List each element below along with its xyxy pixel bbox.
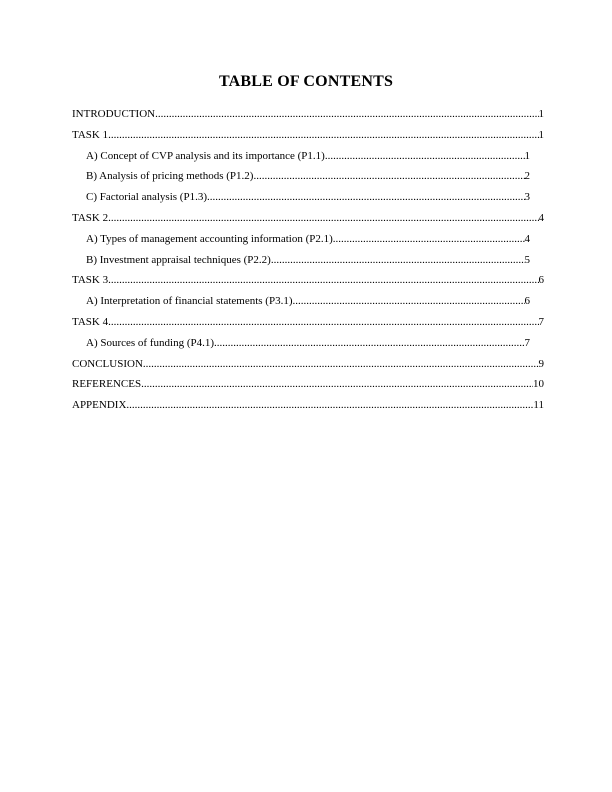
toc-entry-label: C) Factorial analysis (P1.3): [86, 191, 207, 204]
toc-entry-label: A) Types of management accounting information (P2.1): [86, 232, 333, 245]
toc-entry-label: APPENDIX: [72, 399, 127, 412]
toc-entry-label: B) Analysis of pricing methods (P1.2): [86, 170, 254, 183]
toc-entry-management-accounting[interactable]: [72, 229, 544, 250]
toc-entry-page: 5: [524, 253, 530, 266]
toc-entry-conclusion[interactable]: [72, 354, 544, 375]
toc-dot-leader: [214, 333, 524, 354]
toc-entry-page: 10: [533, 378, 544, 391]
toc-entry-task-4[interactable]: [72, 312, 544, 333]
toc-dot-leader: [207, 187, 525, 208]
toc-entry-page: 7: [538, 315, 544, 328]
toc-entry-financial-statements[interactable]: [72, 291, 544, 312]
toc-dot-leader: [271, 250, 525, 271]
toc-entry-factorial-analysis[interactable]: [72, 187, 544, 208]
toc-entry-references[interactable]: [72, 374, 544, 395]
toc-dot-leader: [333, 229, 525, 250]
toc-entry-page: 4: [524, 232, 530, 245]
toc-entry-page: 1: [538, 128, 544, 141]
toc-dot-leader: [253, 166, 524, 187]
toc-dot-leader: [141, 374, 533, 395]
toc-entry-appendix[interactable]: [72, 395, 544, 416]
toc-title: TABLE OF CONTENTS: [218, 73, 394, 90]
toc-entry-label: INTRODUCTION: [72, 108, 156, 120]
toc-entry-label: B) Investment appraisal techniques (P2.2): [86, 253, 271, 266]
toc-entry-label: TASK 4: [72, 315, 109, 328]
toc-entry-page: 6: [524, 295, 530, 308]
toc-dot-leader: [108, 270, 538, 291]
toc-entry-label: A) Concept of CVP analysis and its importance (P1.1): [86, 149, 325, 162]
toc-entry-investment-appraisal[interactable]: [72, 250, 544, 271]
toc-entry-task-1[interactable]: [72, 125, 544, 146]
toc-entry-cvp-analysis[interactable]: [72, 146, 544, 167]
toc-dot-leader: [293, 291, 525, 312]
toc-entry-page: 7: [524, 336, 530, 349]
toc-entry-page: 1: [524, 149, 530, 162]
toc-dot-leader: [108, 125, 538, 146]
toc-entry-label: TASK 1: [72, 128, 109, 141]
toc-entry-task-3[interactable]: [72, 270, 544, 291]
toc-entry-task-2[interactable]: [72, 208, 544, 229]
toc-entry-page: 2: [524, 170, 530, 183]
toc-dot-leader: [325, 146, 525, 167]
toc-dot-leader: [108, 208, 538, 229]
toc-entry-page: 4: [538, 211, 544, 224]
toc-dot-leader: [143, 354, 539, 375]
toc-entry-label: REFERENCES: [72, 378, 142, 391]
toc-entry-label: A) Sources of funding (P4.1): [86, 336, 215, 349]
toc-list: [72, 104, 544, 416]
toc-dot-leader: [155, 104, 538, 125]
toc-entry-label: A) Interpretation of financial statements (P3.1): [86, 295, 293, 308]
toc-entry-page: 1: [538, 108, 544, 120]
toc-entry-page: 11: [533, 399, 544, 412]
toc-entry-page: 3: [524, 191, 530, 204]
toc-entry-page: 9: [538, 357, 544, 370]
toc-entry-sources-of-funding[interactable]: [72, 333, 544, 354]
toc-entry-label: TASK 3: [72, 274, 109, 287]
toc-entry-label: TASK 2: [72, 211, 109, 224]
toc-entry-introduction[interactable]: [72, 104, 544, 125]
toc-entry-page: 6: [538, 274, 544, 287]
toc-entry-label: CONCLUSION: [72, 357, 143, 370]
toc-entry-pricing-methods[interactable]: [72, 166, 544, 187]
toc-dot-leader: [126, 395, 533, 416]
toc-dot-leader: [108, 312, 538, 333]
